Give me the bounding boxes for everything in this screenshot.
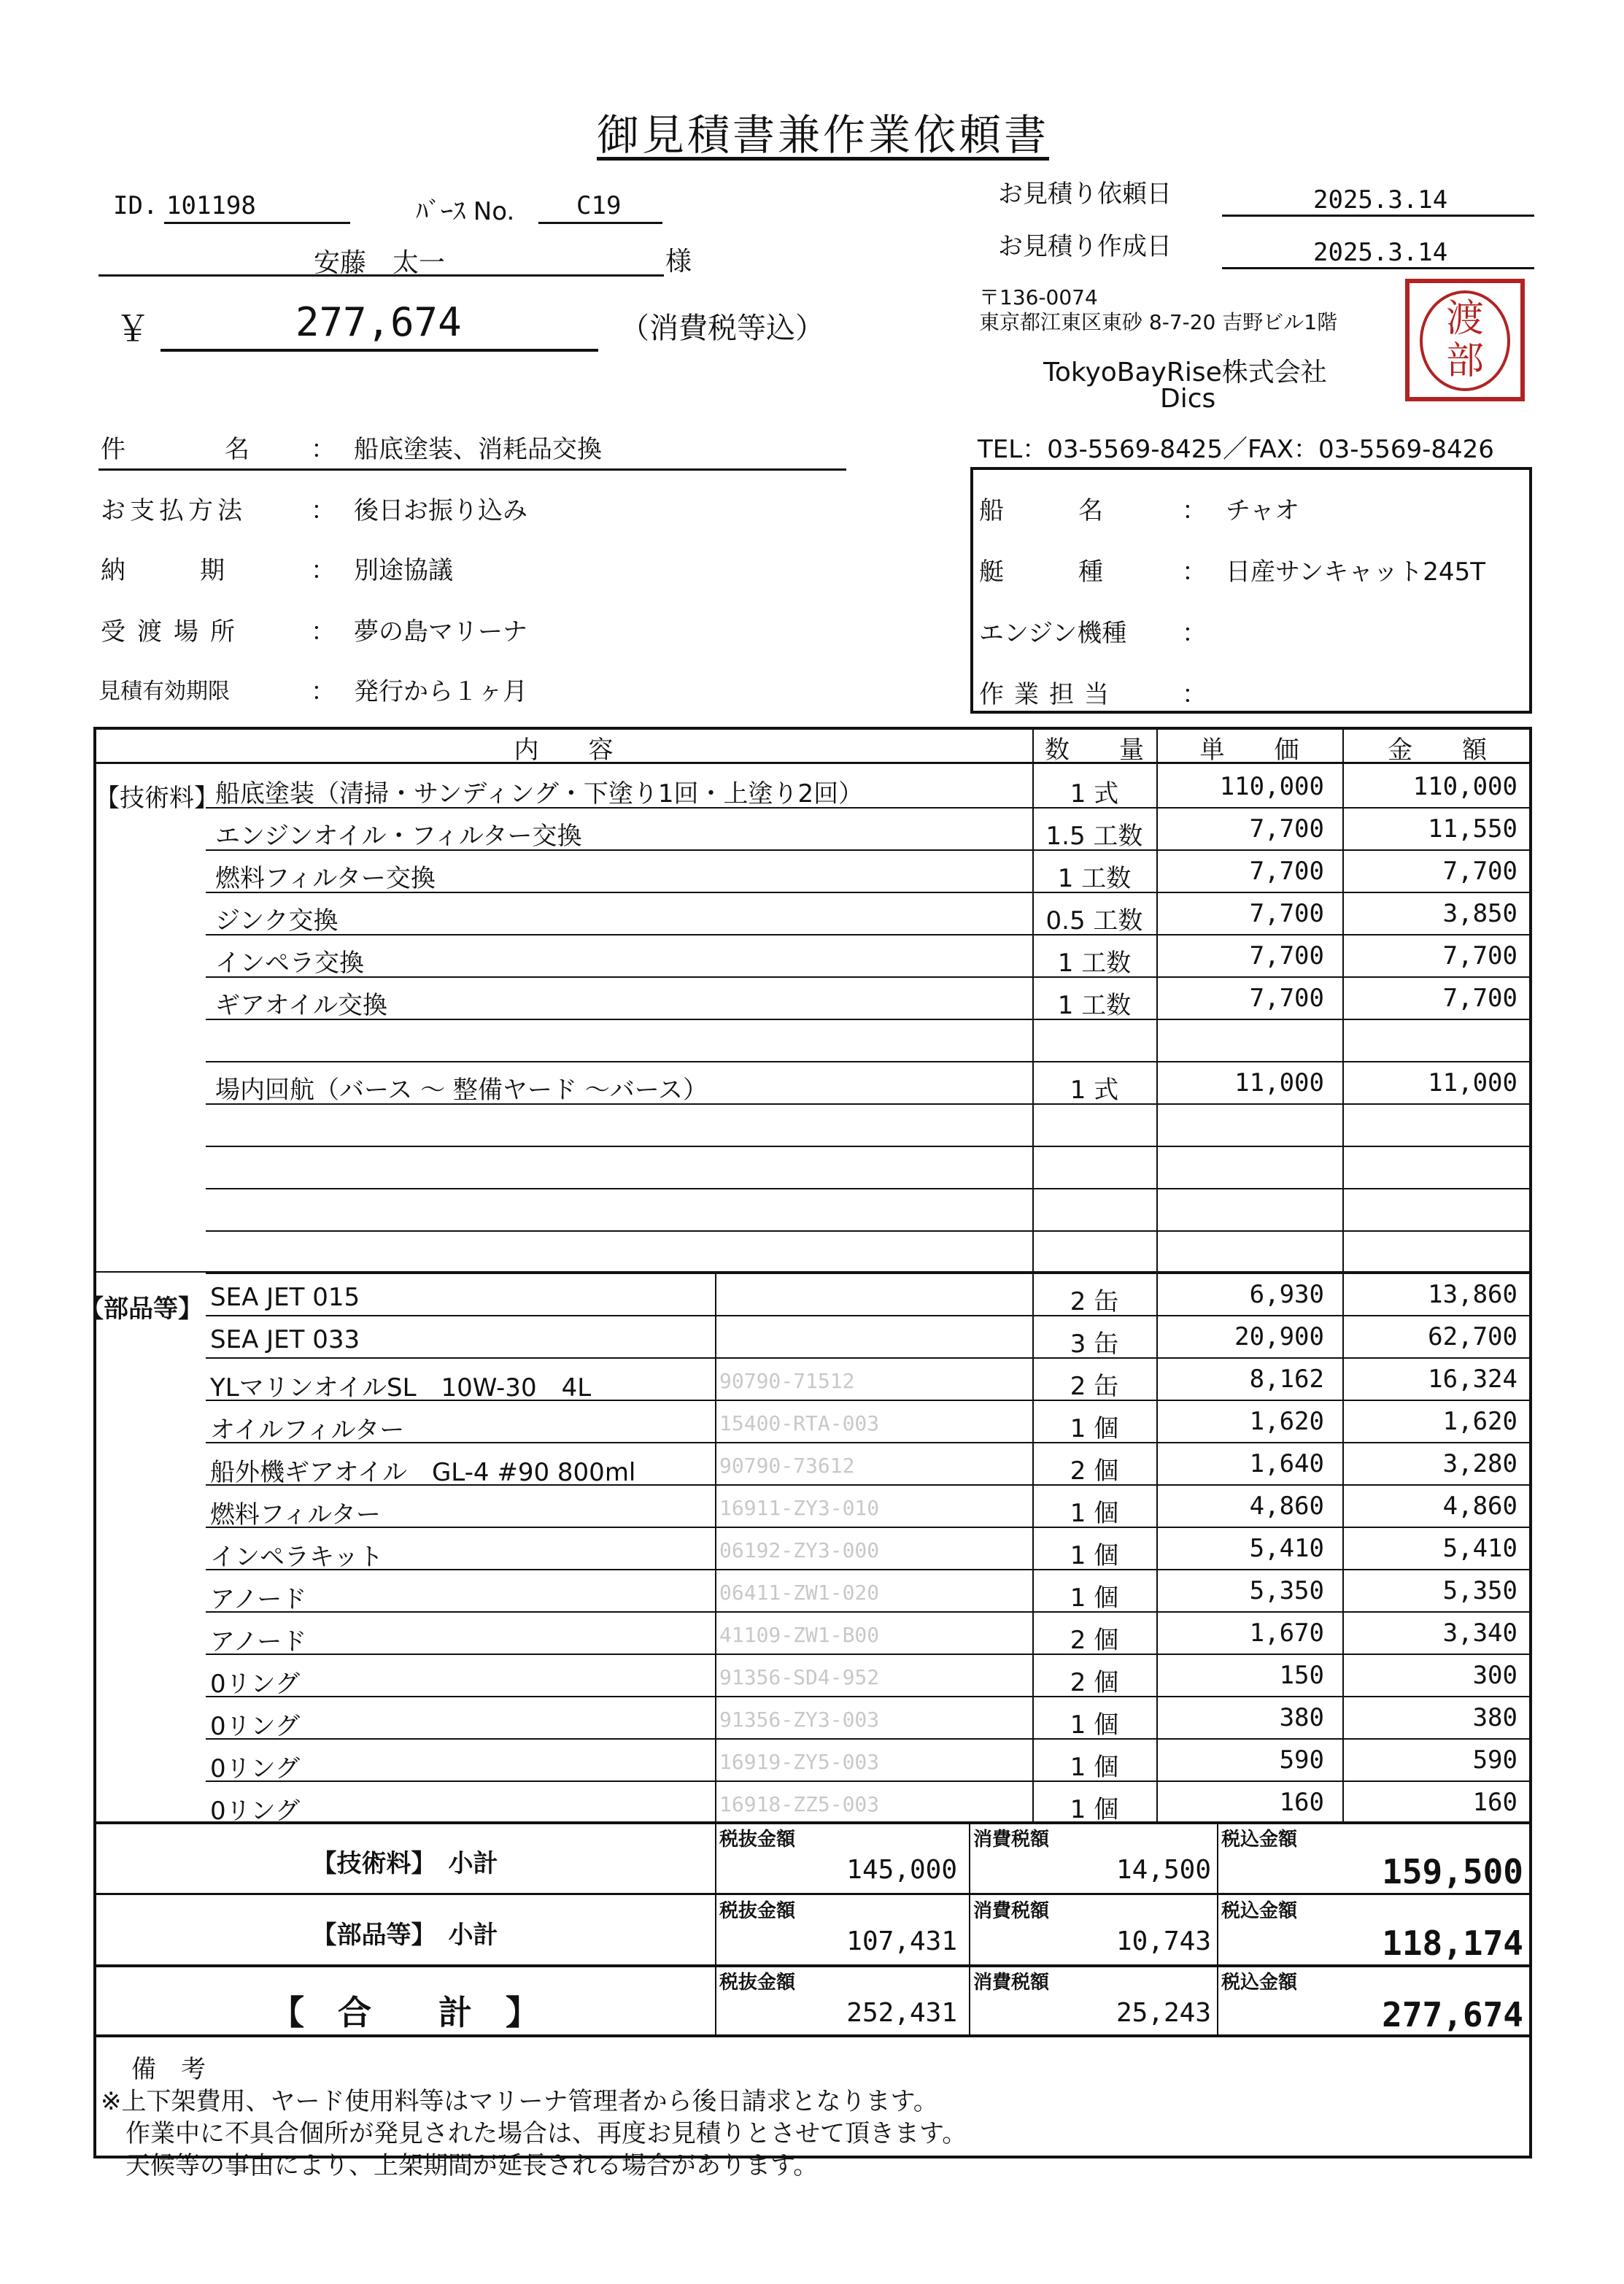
tech-row-price: 7,700	[1249, 941, 1324, 971]
tech-row-price: 7,700	[1249, 984, 1324, 1013]
tech-row-qty: 1 式	[1070, 1076, 1119, 1105]
created-date: 2025.3.14	[1313, 238, 1448, 267]
parts-row-qty: 2 缶	[1070, 1372, 1119, 1401]
parts-row-part-no: 90790-71512	[719, 1369, 855, 1393]
term-value-place: 夢の島マリーナ	[354, 617, 527, 647]
parts-row-desc: 0リング	[210, 1712, 300, 1741]
tech-row-price: 7,700	[1249, 814, 1324, 844]
summary-pretax-label: 税抜金額	[719, 1972, 796, 1994]
col-header-unit-price: 単 価	[1199, 736, 1299, 765]
company-postal: 〒136-0074	[979, 285, 1098, 309]
tech-row-desc: 燃料フィルター交換	[215, 864, 436, 893]
parts-row-part-no: 16919-ZY5-003	[719, 1750, 880, 1774]
parts-row-part-no: 91356-SD4-952	[719, 1665, 880, 1689]
parts-row-price: 590	[1279, 1745, 1324, 1775]
parts-row-price: 8,162	[1249, 1365, 1324, 1394]
tech-row-qty: 1 工数	[1057, 864, 1132, 893]
parts-row-part-no: 15400-RTA-003	[719, 1411, 880, 1435]
tech-row-desc: ギアオイル交換	[215, 991, 387, 1020]
parts-row-price: 1,640	[1249, 1449, 1324, 1478]
parts-row-desc: YLマリンオイルSL 10W-30 4L	[210, 1373, 592, 1403]
customer-name: 安藤 太一	[314, 248, 446, 278]
parts-row-part-no: 16918-ZZ5-003	[719, 1792, 880, 1816]
parts-row-amount: 160	[1472, 1788, 1517, 1817]
tech-row-qty: 1 式	[1070, 779, 1119, 809]
vessel-label-type: 艇 種	[979, 558, 1103, 587]
parts-row-desc: インペラキット	[210, 1543, 384, 1572]
parts-row-qty: 1 個	[1070, 1583, 1119, 1613]
tech-row-price: 110,000	[1219, 772, 1324, 801]
parts-row-amount: 1,620	[1442, 1407, 1517, 1436]
parts-row-desc: 0リング	[210, 1670, 300, 1699]
parts-row-qty: 1 個	[1070, 1414, 1119, 1443]
parts-row-desc: オイルフィルター	[210, 1416, 405, 1445]
parts-row-price: 160	[1279, 1788, 1324, 1817]
parts-row-price: 380	[1279, 1703, 1324, 1732]
parts-row-qty: 2 個	[1070, 1668, 1119, 1697]
company-contact: TEL：03-5569-8425／FAX：03-5569-8426	[978, 435, 1494, 464]
tech-row-desc: エンジンオイル・フィルター交換	[215, 822, 582, 851]
summary-row-label: 【部品等】 小計	[312, 1921, 498, 1950]
tech-row-amount: 11,550	[1428, 814, 1517, 844]
tech-section-label: 【技術料】	[95, 784, 219, 813]
parts-row-desc: 船外機ギアオイル GL-4 #90 800ml	[210, 1458, 636, 1487]
summary-pretax-label: 税抜金額	[719, 1900, 796, 1922]
parts-row-amount: 3,280	[1442, 1449, 1517, 1478]
term-label-validity: 見積有効期限	[98, 679, 230, 704]
parts-row-qty: 1 個	[1070, 1499, 1119, 1528]
tech-row-desc: ジンク交換	[215, 906, 339, 935]
vessel-value-name: チャオ	[1226, 496, 1299, 525]
summary-tax-label: 消費税額	[973, 1829, 1050, 1851]
col-header-qty: 数 量	[1045, 736, 1144, 765]
parts-row-part-no: 16911-ZY3-010	[719, 1496, 880, 1520]
tech-row-amount: 11,000	[1428, 1068, 1517, 1097]
vessel-value-type: 日産サンキャット245T	[1226, 558, 1485, 587]
parts-row-qty: 2 個	[1070, 1457, 1119, 1486]
vessel-label-staff: 作業担当	[979, 680, 1119, 709]
summary-row-label: 【 合 計 】	[271, 1993, 539, 2032]
parts-row-qty: 1 個	[1070, 1710, 1119, 1740]
company-name: TokyoBayRise株式会社	[1043, 358, 1327, 387]
parts-row-amount: 590	[1472, 1745, 1517, 1775]
tech-row-amount: 7,700	[1442, 857, 1517, 886]
parts-row-price: 6,930	[1249, 1280, 1324, 1309]
request-date: 2025.3.14	[1313, 185, 1448, 215]
tech-row-amount: 7,700	[1442, 984, 1517, 1013]
col-header-content: 内 容	[514, 736, 614, 765]
summary-total-value: 277,674	[1382, 1995, 1523, 2034]
parts-row-desc: 0リング	[210, 1754, 300, 1783]
term-label-subject: 件 名	[101, 435, 250, 464]
summary-tax-label: 消費税額	[973, 1900, 1050, 1922]
parts-row-amount: 5,410	[1442, 1534, 1517, 1563]
berth-value: C19	[576, 191, 622, 220]
summary-pretax-value: 145,000	[846, 1855, 957, 1885]
parts-row-desc: SEA JET 015	[210, 1283, 360, 1312]
parts-row-amount: 3,340	[1442, 1619, 1517, 1648]
total-amount: 277,674	[295, 299, 462, 345]
parts-row-price: 4,860	[1249, 1492, 1324, 1521]
parts-row-amount: 5,350	[1442, 1576, 1517, 1605]
berth-label: ﾊﾞｰｽ No.	[416, 197, 515, 226]
parts-row-qty: 3 缶	[1070, 1330, 1119, 1359]
vessel-label-engine: エンジン機種	[979, 619, 1127, 648]
id-label: ID.	[113, 191, 158, 220]
honorific: 様	[665, 247, 692, 277]
term-value-subject: 船底塗装、消耗品交換	[354, 435, 602, 464]
parts-row-amount: 16,324	[1428, 1365, 1517, 1394]
parts-row-part-no: 90790-73612	[719, 1454, 855, 1478]
parts-row-amount: 300	[1472, 1661, 1517, 1690]
parts-row-price: 1,670	[1249, 1619, 1324, 1648]
term-value-payment: 後日お振り込み	[354, 496, 527, 525]
parts-row-desc: アノード	[210, 1585, 307, 1614]
parts-row-price: 5,410	[1249, 1534, 1324, 1563]
tech-row-amount: 3,850	[1442, 899, 1517, 928]
parts-row-price: 150	[1279, 1661, 1324, 1690]
summary-pretax-value: 107,431	[846, 1926, 957, 1956]
tech-row-qty: 1.5 工数	[1045, 822, 1143, 851]
parts-row-amount: 13,860	[1428, 1280, 1517, 1309]
remarks-title: 備 考	[131, 2055, 206, 2084]
parts-row-desc: 燃料フィルター	[210, 1500, 381, 1529]
tech-row-qty: 1 工数	[1057, 949, 1132, 978]
tech-row-qty: 0.5 工数	[1045, 906, 1143, 935]
summary-total-label: 税込金額	[1221, 1829, 1298, 1851]
tax-note: （消費税等込）	[620, 312, 824, 345]
vessel-label-name: 船 名	[979, 496, 1103, 525]
remarks-line-3: 天候等の事由により、上架期間が延長される場合があります。	[101, 2151, 819, 2180]
summary-pretax-label: 税抜金額	[719, 1829, 796, 1851]
parts-row-desc: SEA JET 033	[210, 1325, 360, 1354]
document-title: 御見積書兼作業依頼書	[597, 110, 1050, 160]
tech-row-price: 7,700	[1249, 857, 1324, 886]
tech-row-amount: 110,000	[1412, 772, 1517, 801]
parts-row-qty: 1 個	[1070, 1795, 1119, 1824]
summary-tax-label: 消費税額	[973, 1972, 1050, 1994]
term-label-place: 受渡場所	[101, 617, 247, 647]
tech-row-price: 11,000	[1234, 1068, 1324, 1097]
yen-mark: ￥	[115, 309, 151, 350]
summary-row-label: 【技術料】 小計	[312, 1849, 498, 1878]
summary-tax-value: 10,743	[1115, 1926, 1211, 1956]
request-date-label: お見積り依頼日	[998, 180, 1172, 209]
summary-total-value: 159,500	[1382, 1852, 1523, 1891]
parts-section-label: 【部品等】	[79, 1295, 203, 1324]
remarks-line-2: 作業中に不具合個所が発見された場合は、再度お見積りとさせて頂きます。	[101, 2119, 967, 2148]
parts-row-desc: 0リング	[210, 1797, 300, 1826]
parts-row-part-no: 06411-ZW1-020	[719, 1581, 880, 1605]
created-date-label: お見積り作成日	[998, 232, 1172, 261]
col-header-amount: 金 額	[1388, 736, 1487, 765]
company-seal-stamp: 渡 部	[1405, 279, 1525, 401]
term-value-delivery: 別途協議	[354, 556, 453, 585]
summary-total-label: 税込金額	[1221, 1900, 1298, 1922]
parts-row-qty: 1 個	[1070, 1541, 1119, 1570]
tech-row-desc: インペラ交換	[215, 949, 364, 978]
parts-row-part-no: 91356-ZY3-003	[719, 1708, 880, 1732]
company-address: 東京都江東区東砂 8-7-20 吉野ビル1階	[979, 310, 1338, 334]
summary-total-value: 118,174	[1382, 1924, 1523, 1963]
parts-row-part-no: 06192-ZY3-000	[719, 1538, 880, 1562]
parts-row-qty: 1 個	[1070, 1753, 1119, 1782]
summary-tax-value: 14,500	[1115, 1855, 1211, 1885]
term-label-payment: お支払方法	[101, 496, 247, 525]
parts-row-part-no: 41109-ZW1-B00	[719, 1623, 880, 1647]
parts-row-price: 5,350	[1249, 1576, 1324, 1605]
parts-row-amount: 4,860	[1442, 1492, 1517, 1521]
id-value: 101198	[166, 191, 256, 220]
parts-row-price: 1,620	[1249, 1407, 1324, 1436]
tech-row-qty: 1 工数	[1057, 991, 1132, 1020]
parts-row-amount: 380	[1472, 1703, 1517, 1732]
summary-pretax-value: 252,431	[846, 1998, 957, 2028]
parts-row-price: 20,900	[1234, 1322, 1324, 1351]
tech-row-amount: 7,700	[1442, 941, 1517, 971]
parts-row-desc: アノード	[210, 1627, 307, 1656]
parts-row-qty: 2 個	[1070, 1626, 1119, 1655]
parts-row-amount: 62,700	[1428, 1322, 1517, 1351]
tech-row-desc: 場内回航（バース ～ 整備ヤード ～バース）	[215, 1076, 708, 1105]
tech-row-price: 7,700	[1249, 899, 1324, 928]
summary-total-label: 税込金額	[1221, 1972, 1298, 1994]
tech-row-desc: 船底塗装（清掃・サンディング・下塗り1回・上塗り2回）	[215, 779, 864, 809]
remarks-line-1: ※上下架費用、ヤード使用料等はマリーナ管理者から後日請求となります。	[101, 2087, 938, 2116]
summary-tax-value: 25,243	[1115, 1998, 1211, 2028]
term-value-validity: 発行から１ヶ月	[354, 677, 527, 706]
company-division: Dics	[1160, 384, 1216, 414]
parts-row-qty: 2 缶	[1070, 1287, 1119, 1316]
term-label-delivery: 納 期	[101, 556, 225, 585]
